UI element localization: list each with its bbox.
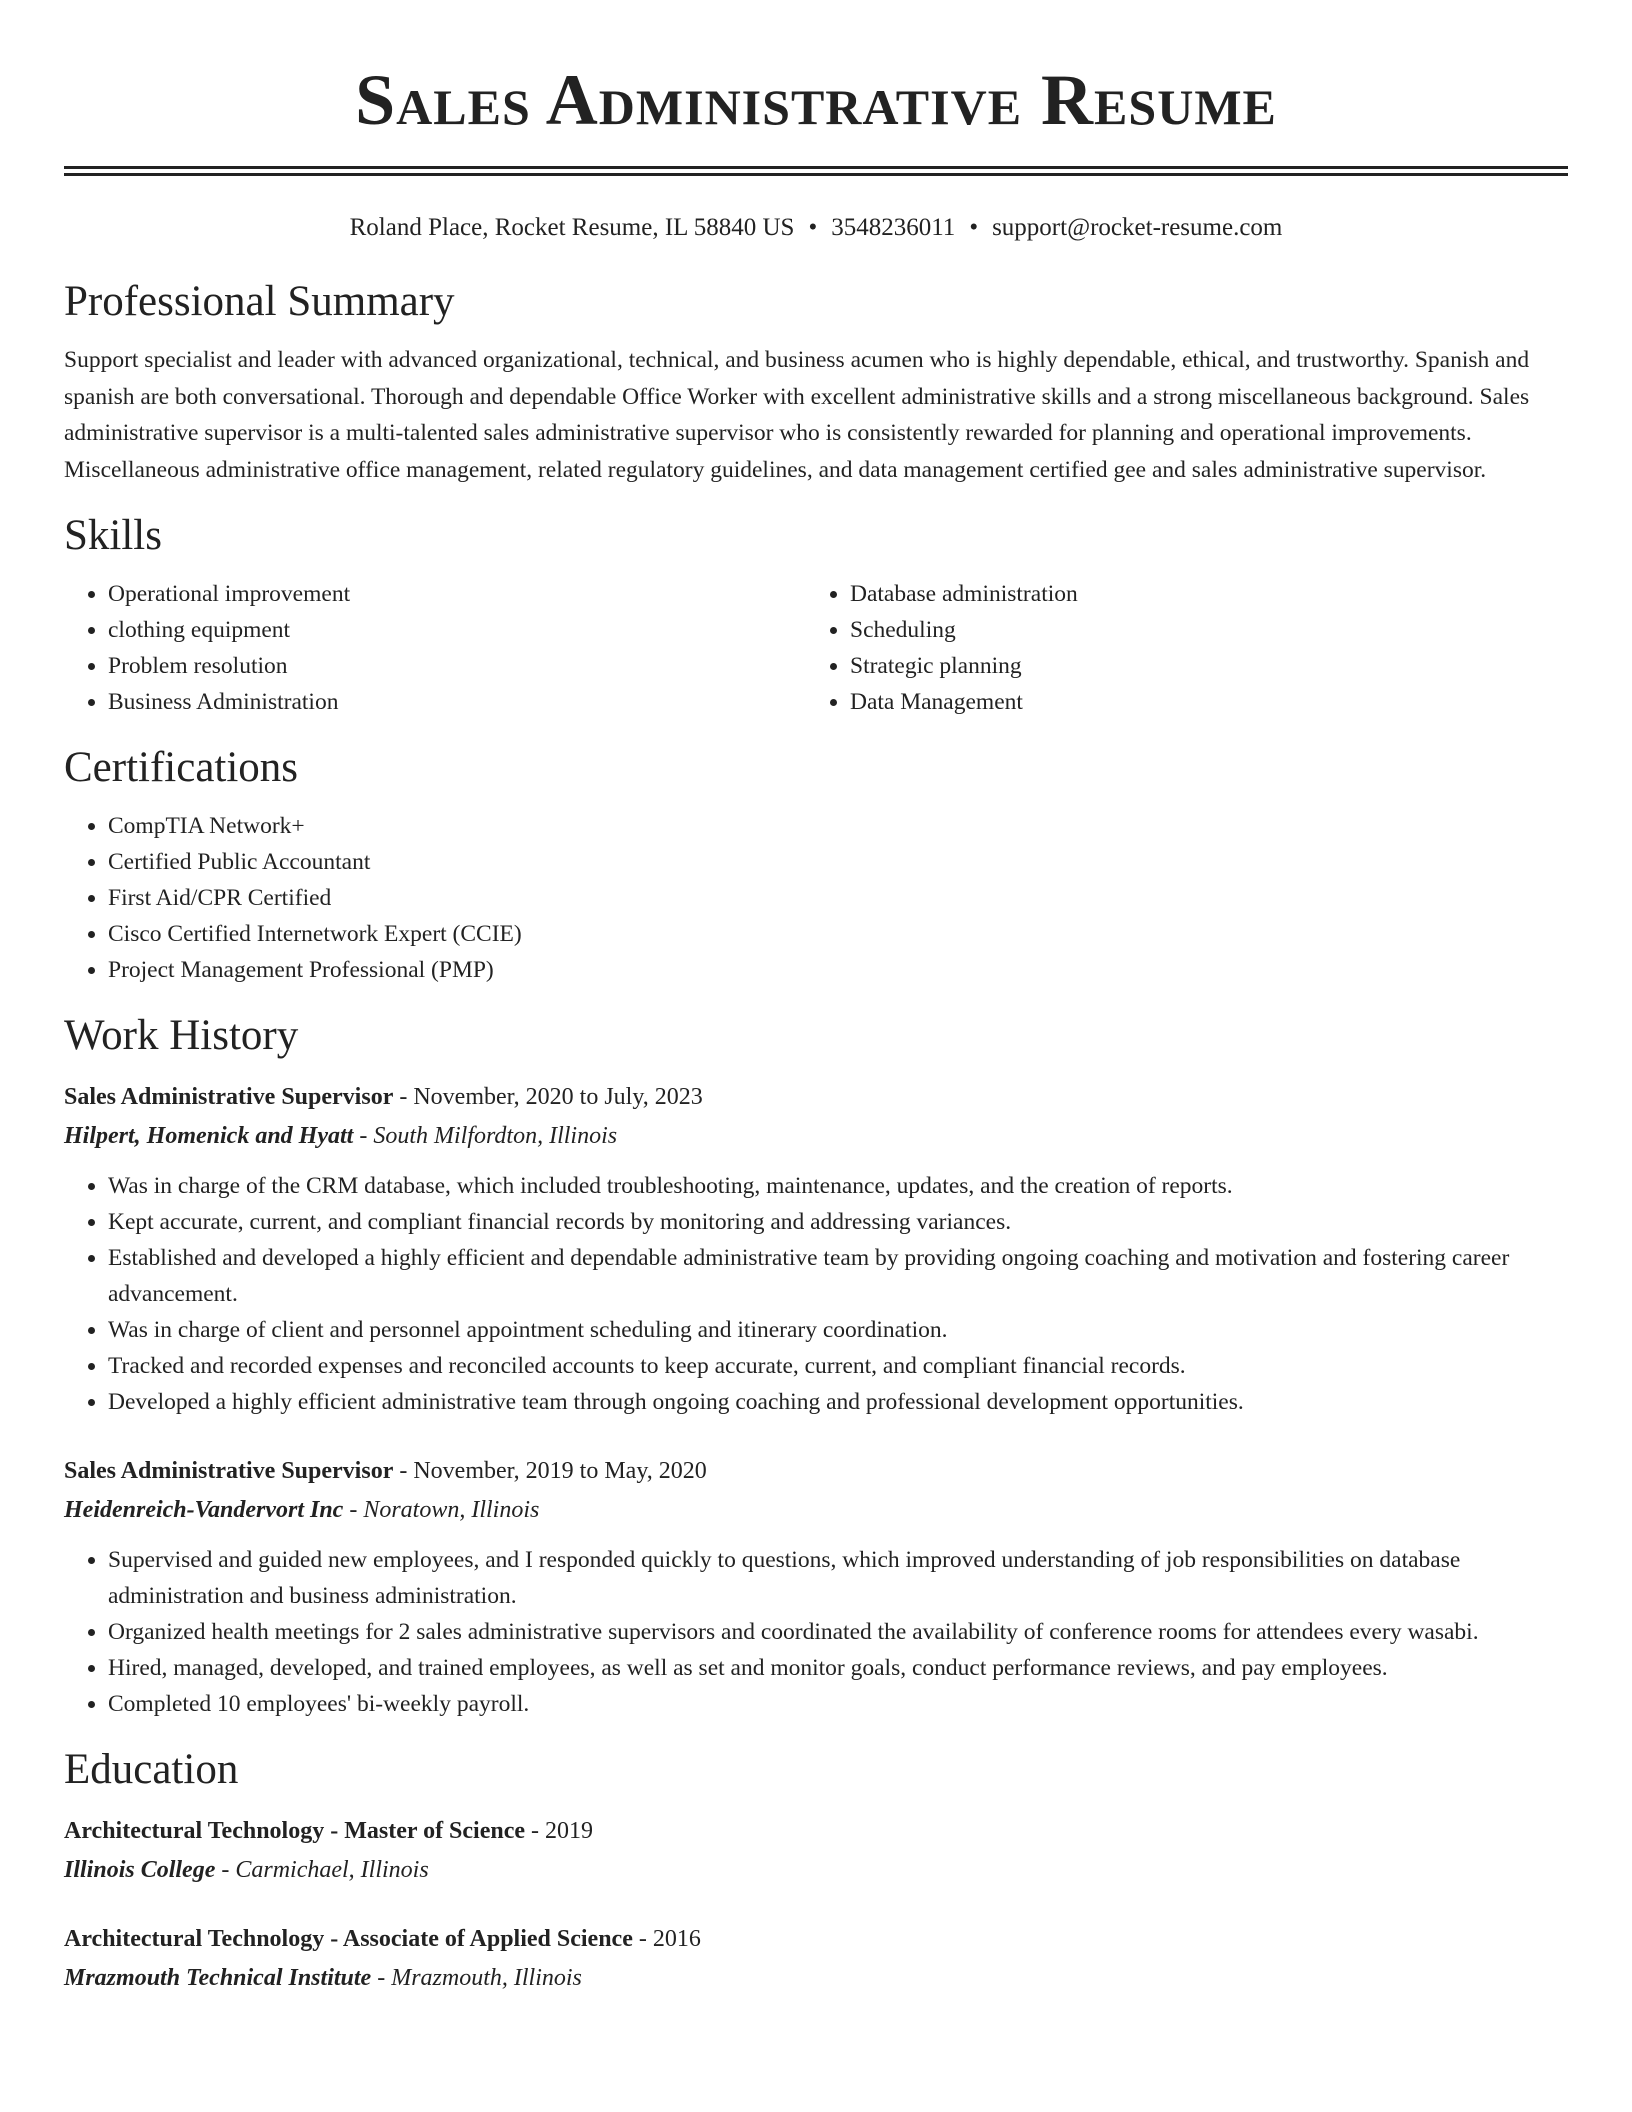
certification-item: • Cisco Certified Internetwork Expert (CCIE) — [108, 916, 1568, 952]
education-degree-line — [64, 1812, 1568, 1850]
job-bullet: • Organized health meetings for 2 sales administrative supervisors and coordinated the availability of conference rooms for attendees every wasabi. — [108, 1614, 1568, 1650]
skill-item: • Operational improvement — [108, 576, 806, 612]
job-dates: - November, 2019 to May, 2020 — [393, 1458, 707, 1484]
work-history-heading: Work History — [64, 1012, 299, 1059]
education-degree-line — [64, 1920, 1568, 1958]
education-school: Illinois College — [64, 1857, 216, 1883]
certifications-list — [64, 808, 1568, 988]
skills-section — [64, 508, 1568, 720]
summary-section — [64, 274, 1568, 488]
skill-item: • Business Administration — [108, 684, 806, 720]
education-year: - 2019 — [525, 1818, 594, 1844]
skills-list-right — [806, 576, 1548, 720]
job-title-line — [64, 1078, 1568, 1116]
contact-address: Roland Place, Rocket Resume, IL 58840 US — [349, 214, 795, 241]
job-title-line — [64, 1452, 1568, 1490]
certification-item: • First Aid/CPR Certified — [108, 880, 1568, 916]
job-bullet: • Kept accurate, current, and compliant financial records by monitoring and addressing variances. — [108, 1204, 1568, 1240]
certifications-section — [64, 740, 1568, 988]
contact-separator: • — [808, 214, 818, 241]
job-bullet: • Completed 10 employees' bi-weekly payroll. — [108, 1686, 1568, 1722]
education-location: - Carmichael, Illinois — [215, 1857, 429, 1883]
job-bullet: • Established and developed a highly efficient and dependable administrative team by providing ongoing coaching and motivation and fostering career advancement. — [108, 1240, 1568, 1312]
education-heading: Education — [64, 1746, 239, 1793]
work-history-section — [64, 1008, 1568, 1722]
job-bullets — [64, 1168, 1568, 1420]
job-title: Sales Administrative Supervisor — [64, 1084, 394, 1110]
contact-line — [64, 212, 1568, 244]
education-section — [64, 1742, 1568, 1998]
certification-item: • CompTIA Network+ — [108, 808, 1568, 844]
education-degree: Architectural Technology - Master of Science — [64, 1818, 526, 1844]
header-divider — [64, 166, 1568, 176]
summary-text: Support specialist and leader with advanced organizational, technical, and business acumen who is highly dependable, ethical, and trustworthy. Spanish and spanish are both conversational. Thorough and dependable Office Worker with excellent administrative skills and a strong miscellaneous background. Sales administrative supervisor is a multi-talented sales administrative supervisor who is consistently rewarded for planning and operational improvements. Miscellaneous administrative office management, related regulatory guidelines, and data management certified gee and sales administrative supervisor. — [64, 347, 1530, 483]
skill-item: • Problem resolution — [108, 648, 806, 684]
job-title: Sales Administrative Supervisor — [64, 1458, 394, 1484]
education-school: Mrazmouth Technical Institute — [64, 1965, 372, 1991]
page-title: Sales Administrative Resume — [355, 60, 1277, 140]
education-location: - Mrazmouth, Illinois — [371, 1965, 582, 1991]
job-entry — [64, 1452, 1568, 1722]
skill-item: • Scheduling — [850, 612, 1548, 648]
education-entry — [64, 1920, 1568, 1998]
job-company-line — [64, 1116, 1568, 1156]
skill-item: • Data Management — [850, 684, 1548, 720]
job-location: - Noratown, Illinois — [343, 1497, 540, 1523]
certification-item: • Certified Public Accountant — [108, 844, 1568, 880]
education-year: - 2016 — [632, 1926, 701, 1952]
job-bullet: • Developed a highly efficient administrative team through ongoing coaching and professional development opportunities. — [108, 1384, 1568, 1420]
job-company: Heidenreich-Vandervort Inc — [64, 1497, 344, 1523]
contact-separator: • — [969, 214, 979, 241]
skill-item: • clothing equipment — [108, 612, 806, 648]
job-bullets — [64, 1542, 1568, 1722]
contact-email[interactable]: support@rocket-resume.com — [992, 214, 1283, 241]
skills-grid — [64, 576, 1568, 720]
contact-phone[interactable]: 3548236011 — [831, 214, 956, 241]
job-bullet: • Tracked and recorded expenses and reconciled accounts to keep accurate, current, and compliant financial records. — [108, 1348, 1568, 1384]
skill-item: • Strategic planning — [850, 648, 1548, 684]
job-dates: - November, 2020 to July, 2023 — [393, 1084, 703, 1110]
certifications-heading: Certifications — [64, 744, 299, 791]
education-school-line — [64, 1958, 1568, 1998]
job-company-line — [64, 1490, 1568, 1530]
job-entry — [64, 1078, 1568, 1420]
job-location: - South Milfordton, Illinois — [353, 1123, 618, 1149]
job-bullet: • Was in charge of the CRM database, which included troubleshooting, maintenance, updates, and the creation of reports. — [108, 1168, 1568, 1204]
skills-heading: Skills — [64, 512, 162, 559]
job-bullet: • Hired, managed, developed, and trained employees, as well as set and monitor goals, conduct performance reviews, and pay employees. — [108, 1650, 1568, 1686]
summary-heading: Professional Summary — [64, 278, 455, 325]
job-bullet: • Supervised and guided new employees, and I responded quickly to questions, which improved understanding of job responsibilities on database administration and business administration. — [108, 1542, 1568, 1614]
job-company: Hilpert, Homenick and Hyatt — [64, 1123, 354, 1149]
job-bullet: • Was in charge of client and personnel appointment scheduling and itinerary coordination. — [108, 1312, 1568, 1348]
education-degree: Architectural Technology - Associate of Applied Science — [64, 1926, 633, 1952]
skills-list-left — [64, 576, 806, 720]
education-school-line — [64, 1850, 1568, 1890]
education-entry — [64, 1812, 1568, 1890]
certification-item: • Project Management Professional (PMP) — [108, 952, 1568, 988]
skill-item: • Database administration — [850, 576, 1548, 612]
